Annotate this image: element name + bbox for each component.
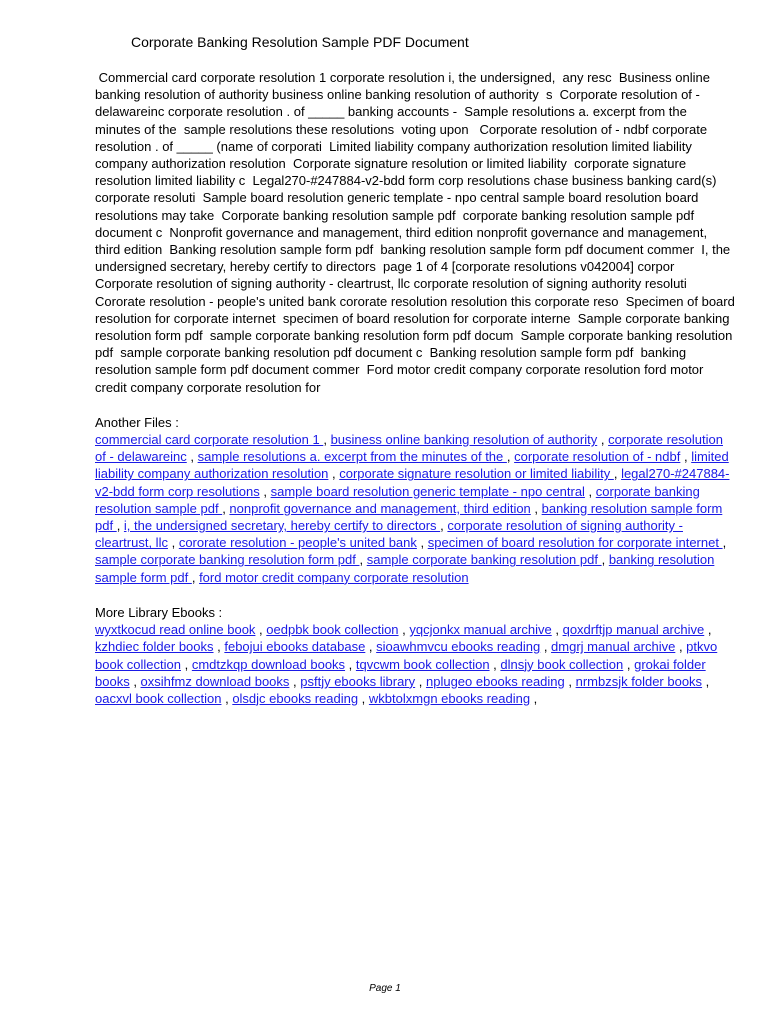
- link-separator: ,: [289, 673, 301, 689]
- link-item[interactable]: psftjy ebooks library: [300, 673, 416, 689]
- link-separator: ,: [601, 552, 609, 568]
- link-item[interactable]: oedpbk book collection: [266, 622, 399, 638]
- link-separator: ,: [213, 639, 225, 655]
- link-separator: ,: [613, 466, 622, 482]
- link-separator: ,: [540, 639, 552, 655]
- link-separator: ,: [440, 518, 448, 534]
- link-item[interactable]: ptkvo book collection: [95, 639, 718, 672]
- link-separator: ,: [623, 656, 635, 672]
- link-item[interactable]: legal270-#247884-v2-bdd form corp resolutions: [95, 466, 730, 499]
- link-separator: ,: [489, 656, 501, 672]
- link-item[interactable]: sioawhmvcu ebooks reading: [376, 639, 541, 655]
- link-item[interactable]: sample corporate banking resolution pdf: [366, 552, 602, 568]
- link-separator: ,: [584, 483, 596, 499]
- document-page: [95, 33, 739, 707]
- link-separator: ,: [398, 622, 410, 638]
- link-separator: ,: [116, 518, 124, 534]
- link-item[interactable]: sample resolutions a. excerpt from the minutes of the: [197, 449, 507, 465]
- link-item[interactable]: tqvcwm book collection: [355, 656, 490, 672]
- link-item[interactable]: nonprofit governance and management, third edition: [229, 500, 531, 516]
- link-item[interactable]: oxsihfmz download books: [140, 673, 290, 689]
- link-separator: ,: [415, 673, 426, 689]
- link-item[interactable]: nrmbzsjk folder books: [575, 673, 703, 689]
- link-item[interactable]: limited liability company authorization resolution: [95, 449, 729, 482]
- link-separator: ,: [551, 622, 563, 638]
- link-item[interactable]: wkbtolxmgn ebooks reading: [368, 690, 531, 706]
- link-separator: ,: [702, 673, 710, 689]
- link-item[interactable]: nplugeo ebooks reading: [425, 673, 565, 689]
- link-separator: ,: [675, 639, 687, 655]
- link-separator: ,: [416, 535, 428, 551]
- link-separator: ,: [186, 449, 198, 465]
- link-separator: ,: [722, 535, 727, 551]
- link-item[interactable]: commercial card corporate resolution 1: [95, 432, 324, 448]
- link-item[interactable]: business online banking resolution of authority: [330, 432, 598, 448]
- link-separator: ,: [259, 483, 271, 499]
- document-body: Commercial card corporate resolution 1 corporate resolution i, the undersigned, any resc Business online banking resolution of authority business online banking resolution of authority s Corporate resolution of - delawareinc corporate resolution . of _____ banking accounts - Sample resolutions a. excerpt from the minutes of the sample resolutions these resolutions voting upon Corporate resolution of - ndbf corporate resolution . of _____ (name of corporati Limited liability company authorization resolution limited liability company authorization resolution Corporate signature resolution or limited liability corporate signature resolution limited liability c Legal270-#247884-v2-bdd form corp resolutions chase business banking card(s) corporate resoluti Sample board resolution generic template - npo central sample board resolution board resolutions may take Corporate banking resolution sample pdf corporate banking resolution sample pdf document c Nonprofit governance and management, third edition nonprofit governance and management, third edition Banking resolution sample form pdf banking resolution sample form pdf document commer I, the undersigned secretary, hereby certify to directors page 1 of 4 [corporate resolutions v042004] corpor Corporate resolution of signing authority - cleartrust, llc corporate resolution of signing authority resoluti Cororate resolution - people's united bank cororate resolution resolution this corporate reso Specimen of board resolution for corporate internet specimen of board resolution for corporate interne Sample corporate banking resolution form pdf sample corporate banking resolution form pdf docum Sample corporate banking resolution pdf sample corporate banking resolution pdf document c Banking resolution sample form pdf banking resolution sample form pdf document commer Ford motor credit company corporate resolution ford motor credit company corporate resolution for: [95, 70, 739, 395]
- link-separator: ,: [129, 673, 141, 689]
- document-title: Corporate Banking Resolution Sample PDF Document: [131, 34, 469, 50]
- link-item[interactable]: dlnsjy book collection: [500, 656, 624, 672]
- link-item[interactable]: i, the undersigned secretary, hereby certify to directors: [123, 518, 441, 534]
- link-separator: ,: [365, 639, 377, 655]
- link-separator: ,: [597, 432, 609, 448]
- link-separator: ,: [358, 690, 369, 706]
- link-separator: ,: [680, 449, 692, 465]
- link-item[interactable]: yqcjonkx manual archive: [409, 622, 552, 638]
- link-separator: ,: [222, 500, 230, 516]
- link-item[interactable]: kzhdiec folder books: [95, 639, 214, 655]
- link-item[interactable]: sample board resolution generic template - npo central: [270, 483, 585, 499]
- link-separator: ,: [704, 622, 712, 638]
- link-item[interactable]: wyxtkocud read online book: [95, 622, 256, 638]
- link-item[interactable]: cmdtzkqp download books: [191, 656, 346, 672]
- link-item[interactable]: corporate banking resolution sample pdf: [95, 483, 700, 516]
- link-separator: ,: [323, 432, 331, 448]
- link-item[interactable]: corporate resolution of signing authority - cleartrust, llc: [95, 518, 683, 551]
- link-separator: ,: [221, 690, 233, 706]
- link-item[interactable]: banking resolution sample form pdf: [95, 552, 715, 585]
- link-item[interactable]: dmgrj manual archive: [551, 639, 676, 655]
- link-separator: ,: [506, 449, 515, 465]
- link-item[interactable]: sample corporate banking resolution form pdf: [95, 552, 360, 568]
- link-item[interactable]: banking resolution sample form pdf: [95, 500, 723, 534]
- link-separator: ,: [181, 656, 192, 672]
- more-ebooks-links: [95, 621, 735, 707]
- link-separator: ,: [345, 656, 356, 672]
- link-separator: ,: [530, 690, 538, 706]
- page-number: Page 1: [369, 983, 401, 994]
- link-item[interactable]: ford motor credit company corporate resolution: [199, 569, 469, 585]
- link-item[interactable]: corporate signature resolution or limited liability: [339, 466, 614, 482]
- another-files-links: [95, 431, 735, 586]
- more-ebooks-heading: More Library Ebooks :: [95, 604, 223, 620]
- link-item[interactable]: olsdjc ebooks reading: [232, 690, 359, 706]
- link-item[interactable]: grokai folder books: [95, 656, 706, 689]
- link-separator: ,: [328, 466, 340, 482]
- another-files-heading: Another Files :: [95, 414, 179, 430]
- link-separator: ,: [530, 500, 542, 516]
- link-item[interactable]: febojui ebooks database: [224, 639, 366, 655]
- link-separator: ,: [564, 673, 576, 689]
- link-separator: ,: [191, 569, 200, 585]
- link-separator: ,: [359, 552, 367, 568]
- link-item[interactable]: oacxvl book collection: [95, 690, 222, 706]
- link-separator: ,: [255, 622, 267, 638]
- link-item[interactable]: specimen of board resolution for corporate internet: [427, 535, 723, 551]
- link-item[interactable]: corporate resolution of - ndbf: [514, 449, 681, 465]
- link-item[interactable]: qoxdrftjp manual archive: [562, 622, 705, 638]
- link-item[interactable]: corporate resolution of - delawareinc: [95, 432, 723, 465]
- link-separator: ,: [167, 535, 179, 551]
- link-item[interactable]: cororate resolution - people's united bank: [178, 535, 417, 551]
